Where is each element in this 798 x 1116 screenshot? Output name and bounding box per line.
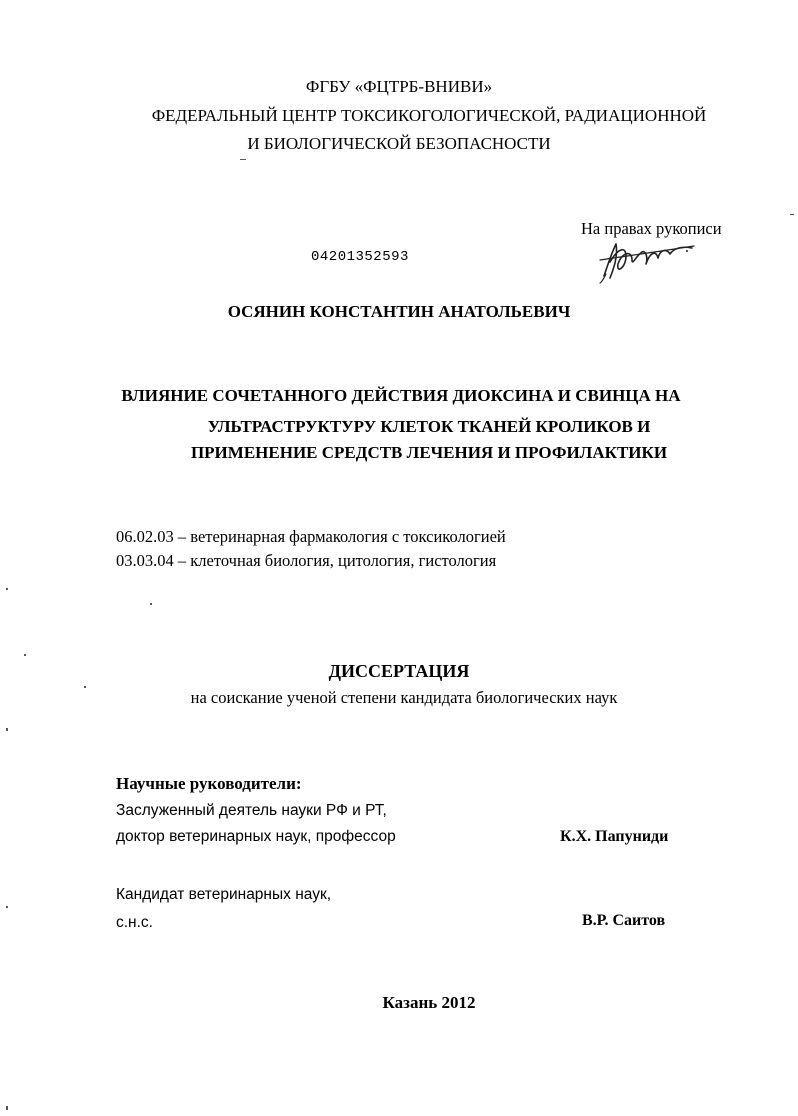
scan-mark [24, 654, 26, 656]
scan-mark [6, 728, 8, 731]
scan-mark [84, 686, 86, 688]
supervisor-2-name: В.Р. Саитов [582, 912, 666, 929]
supervisor-1-title-line2: доктор ветеринарных наук, профессор [116, 828, 396, 845]
scan-mark [6, 906, 8, 908]
specialty-line: 03.03.04 – клеточная биология, цитология, гистология [116, 551, 497, 570]
thesis-title-line2: УЛЬТРАСТРУКТУРУ КЛЕТОК ТКАНЕЙ КРОЛИКОВ И [207, 417, 651, 436]
manuscript-note: На правах рукописи [581, 219, 722, 238]
registration-number: 04201352593 [311, 249, 409, 265]
work-type-heading: ДИССЕРТАЦИЯ [328, 661, 470, 681]
scan-mark [6, 588, 8, 590]
degree-line: на соискание ученой степени кандидата биологических наук [190, 688, 618, 707]
supervisor-1-name: К.Х. Папуниди [560, 828, 669, 845]
specialty-line: 06.02.03 – ветеринарная фармакология с токсикологией [116, 527, 506, 546]
supervisor-2-title-line2: с.н.с. [116, 914, 153, 931]
author-name: ОСЯНИН КОНСТАНТИН АНАТОЛЬЕВИЧ [227, 302, 571, 321]
scan-mark [686, 250, 688, 252]
scan-mark [240, 159, 246, 160]
place-year: Казань 2012 [382, 993, 476, 1012]
thesis-title-line1: ВЛИЯНИЕ СОЧЕТАННОГО ДЕЙСТВИЯ ДИОКСИНА И СВИНЦА НА [121, 386, 681, 405]
thesis-title-line3: ПРИМЕНЕНИЕ СРЕДСТВ ЛЕЧЕНИЯ И ПРОФИЛАКТИКИ [190, 443, 668, 462]
supervisors-heading: Научные руководители: [116, 774, 302, 793]
org-full-name-line2: И БИОЛОГИЧЕСКОЙ БЕЗОПАСНОСТИ [247, 134, 551, 153]
supervisor-2-title-line1: Кандидат ветеринарных наук, [116, 886, 332, 903]
scan-mark [6, 1106, 8, 1110]
signature-image [596, 238, 706, 284]
org-full-name-line1: ФЕДЕРАЛЬНЫЙ ЦЕНТР ТОКСИКОГОЛОГИЧЕСКОЙ, РАДИАЦИОННОЙ [151, 106, 707, 125]
supervisor-1-title-line1: Заслуженный деятель науки РФ и РТ, [116, 802, 387, 819]
scan-mark [150, 603, 152, 605]
scan-mark [790, 214, 794, 215]
org-short-name: ФГБУ «ФЦТРБ-ВНИВИ» [305, 77, 493, 96]
